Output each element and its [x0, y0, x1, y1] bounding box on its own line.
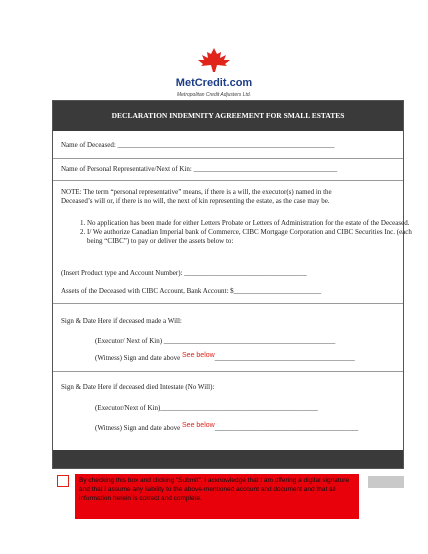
form-footer-bar: [53, 450, 403, 468]
note-line-1: NOTE: The term “personal representative” means, if there is a will, the executor(s) named in the: [61, 188, 332, 196]
form-title: DECLARATION INDEMNITY AGREEMENT FOR SMALL ESTATES: [53, 101, 403, 131]
brand-logo-text: MetCredit.com: [175, 77, 253, 89]
divider: [53, 158, 403, 159]
note-line-2: Deceased’s will or, if there is no will, the next of kin representing the estate, as the case may be.: [61, 197, 330, 205]
personal-representative-field[interactable]: Name of Personal Representative/Next of Kin: _________________________________________: [61, 165, 338, 173]
condition-item-1: 1. No application has been made for either Letters Probate or Letters of Administration for the estate of the Deceased.: [87, 219, 417, 228]
submit-button[interactable]: [368, 476, 404, 488]
conditions-list: [73, 219, 417, 246]
intestate-witness-signature-field[interactable]: [95, 424, 358, 433]
intestate-witness-label: (Witness) Sign and date above: [95, 424, 181, 432]
product-account-field[interactable]: (Insert Product type and Account Number): ___________________________________: [61, 269, 307, 277]
will-witness-signature-field[interactable]: [95, 354, 355, 363]
declaration-form: [52, 100, 412, 469]
acknowledgement-text: By checking this box and clicking "Submit", I acknowledge that I am offering a digital signature and that I assume any liability to the above-mentioned account and document and that all information herein is correct and complete.: [75, 474, 359, 519]
name-of-deceased-field[interactable]: Name of Deceased: ______________________________________________________________: [61, 141, 335, 149]
will-see-below-note: See below: [182, 352, 215, 359]
divider: [53, 371, 403, 372]
intestate-section-heading: Sign & Date Here if deceased died Intestate (No Will):: [61, 383, 215, 391]
divider: [53, 303, 403, 304]
maple-leaf-icon: [192, 48, 236, 72]
intestate-executor-signature-field[interactable]: (Executor/Next of Kin)_____________________________________________: [95, 404, 318, 412]
will-witness-line: ________________________________________: [214, 354, 355, 362]
condition-item-2: 2. I/ We authorize Canadian Imperial bank of Commerce, CIBC Mortgage Corporation and CIBC Securities Inc. (each being “CIBC”) to pay or deliver the assets below to:: [87, 228, 417, 246]
will-executor-signature-field[interactable]: (Executor/ Next of Kin) _________________________________________________: [95, 337, 336, 345]
intestate-witness-line: _________________________________________: [214, 424, 359, 432]
brand-tagline: Metropolitan Credit Adjusters Ltd.: [176, 92, 252, 98]
will-witness-label: (Witness) Sign and date above: [95, 354, 181, 362]
assets-field[interactable]: Assets of the Deceased with CIBC Account, Bank Account: $_________________________: [61, 287, 322, 295]
acknowledge-checkbox[interactable]: [57, 475, 69, 487]
intestate-see-below-note: See below: [182, 422, 215, 429]
divider: [53, 180, 403, 181]
will-section-heading: Sign & Date Here if deceased made a Will:: [61, 317, 182, 325]
